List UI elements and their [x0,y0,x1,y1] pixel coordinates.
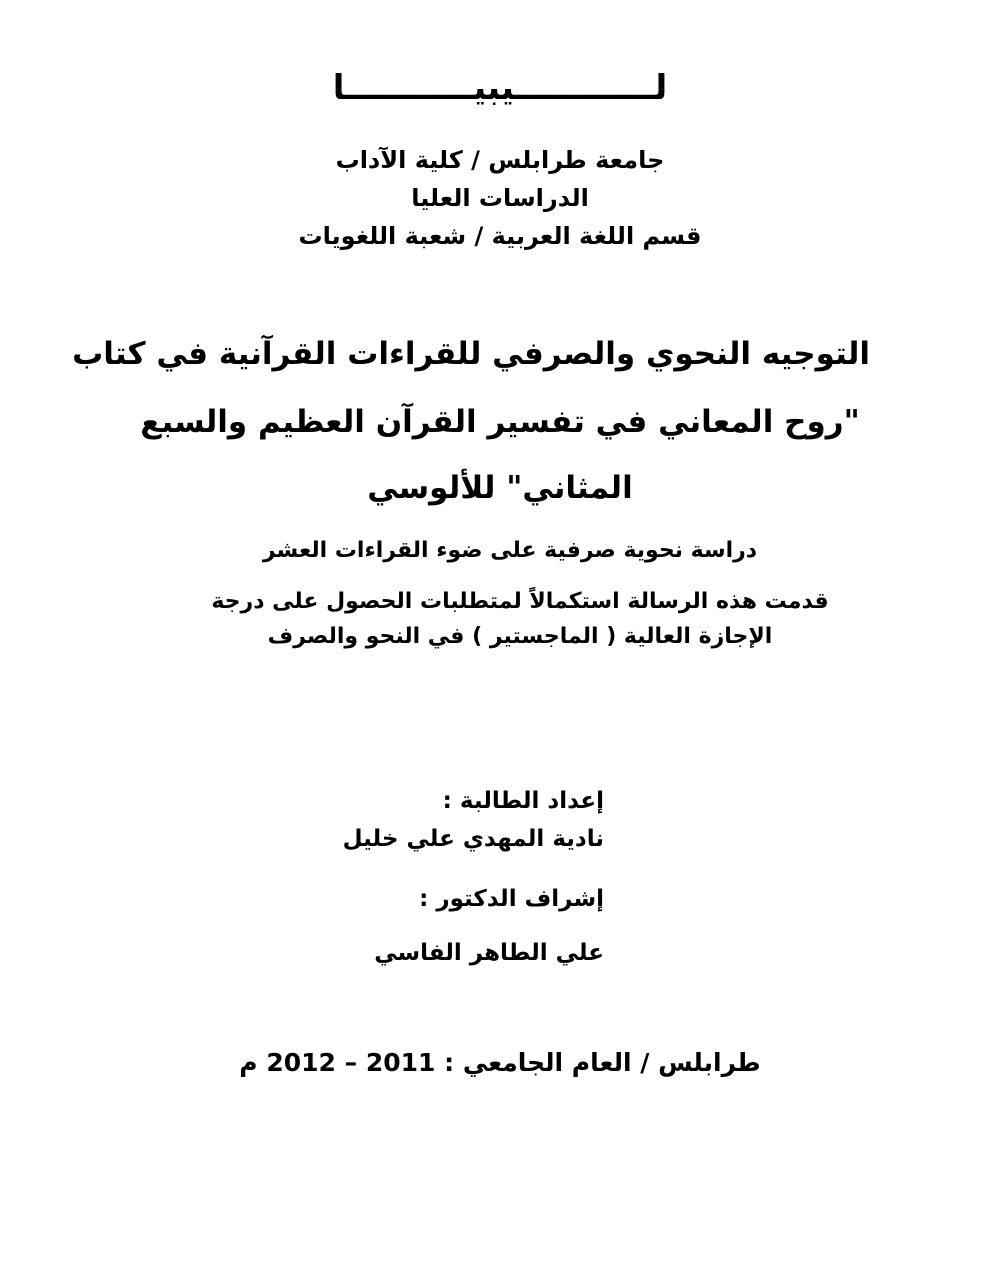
supervisor-name: علي الطاهر الفاسي [374,940,604,966]
purpose-line-1: قدمت هذه الرسالة استكمالاً لمتطلبات الحصول على درجة [211,589,829,614]
thesis-title-line-1: التوجيه النحوي والصرفي للقراءات القرآنية في كتاب [72,336,870,372]
thesis-subtitle: دراسة نحوية صرفية على ضوء القراءات العشر [262,538,758,563]
university-faculty-line: جامعة طرابلس / كلية الآداب [335,146,665,174]
country-heading: لــــــــــــيبيـــــــــــا [332,68,668,108]
supervisor-label: إشراف الدكتور : [419,886,604,912]
graduate-studies-line: الدراسات العليا [411,184,589,212]
thesis-title-line-2: "روح المعاني في تفسير القرآن العظيم والسبع [140,404,860,440]
student-label: إعداد الطالبة : [442,788,604,814]
thesis-title-line-3: المثاني" للألوسي [367,470,633,506]
place-and-year: طرابلس / العام الجامعي : 2011 – 2012 م [239,1048,761,1077]
department-line: قسم اللغة العربية / شعبة اللغويات [298,222,702,250]
purpose-line-2: الإجازة العالية ( الماجستير ) في النحو والصرف [267,624,773,649]
student-name: نادية المهدي علي خليل [342,826,604,852]
